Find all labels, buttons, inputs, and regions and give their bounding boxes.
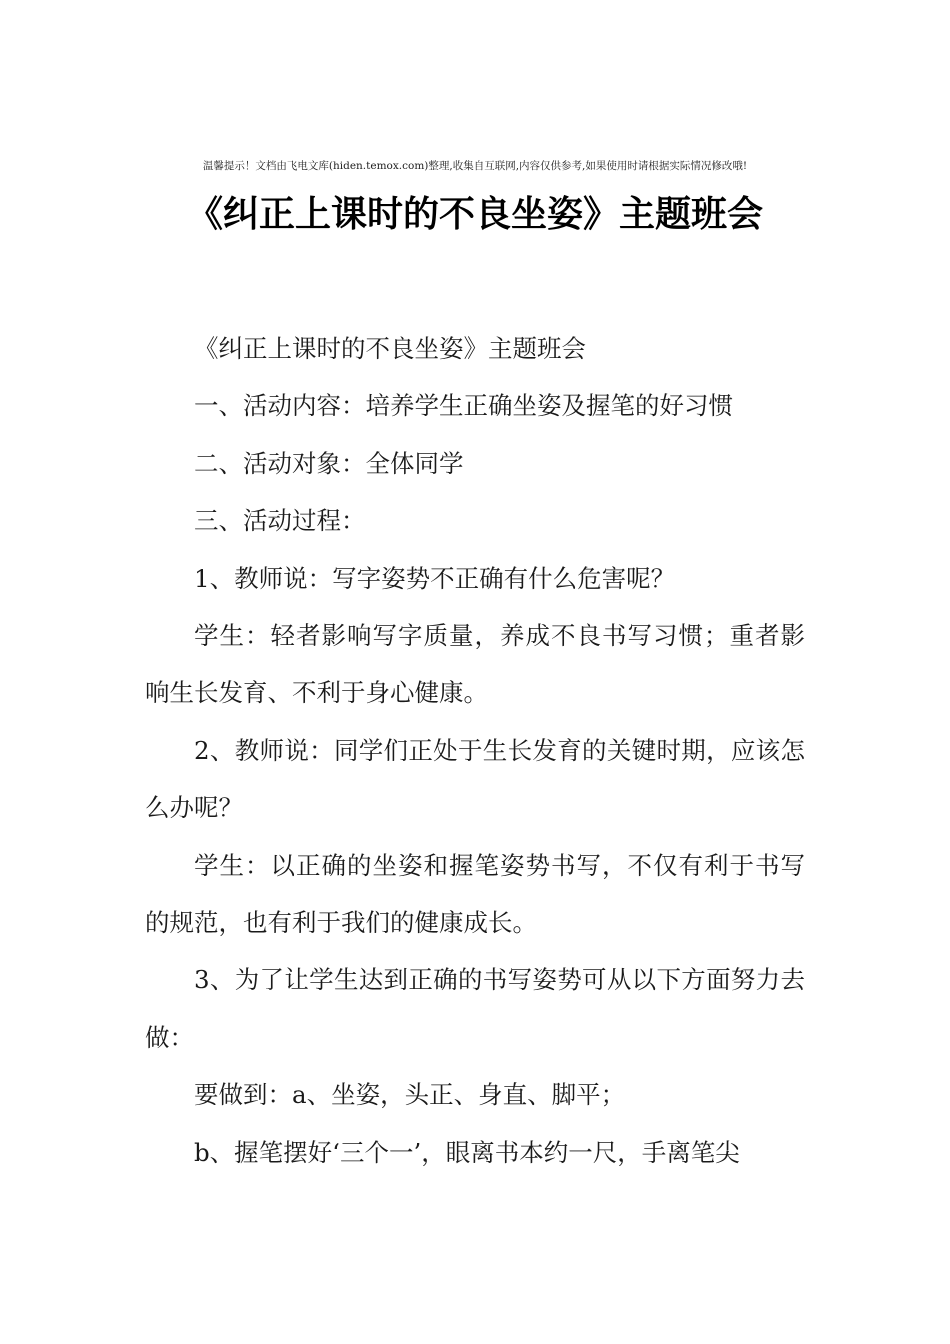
paragraph-activity-content: 一、活动内容：培养学生正确坐姿及握笔的好习惯 xyxy=(194,391,733,421)
download-notice: 温馨提示！文档由飞电文库(hiden.temox.com)整理,收集自互联网,内容仅供参考,如果使用时请根据实际情况修改哦! xyxy=(202,160,748,172)
paragraph-teacher-question-1: 1、教师说：写字姿势不正确有什么危害呢？ xyxy=(194,563,676,593)
paragraph-step-3: 3、为了让学生达到正确的书写姿势可从以下方面努力去做： xyxy=(145,965,805,1052)
document-title: 《纠正上课时的不良坐姿》主题班会 xyxy=(186,194,763,235)
paragraph-subtitle: 《纠正上课时的不良坐姿》主题班会 xyxy=(194,334,586,363)
paragraph-requirement-a: 要做到：a、坐姿，头正、身直、脚平； xyxy=(194,1080,626,1110)
paragraph-student-answer-2: 学生：以正确的坐姿和握笔姿势书写，不仅有利于书写的规范，也有利于我们的健康成长。 xyxy=(145,850,805,938)
document-body xyxy=(145,320,805,1181)
paragraph-teacher-question-2: 2、教师说：同学们正处于生长发育的关键时期，应该怎么办呢？ xyxy=(145,735,805,823)
paragraph-requirement-b: b、握笔摆好‘三个一’，眼离书本约一尺，手离笔尖 xyxy=(194,1137,740,1167)
paragraph-student-answer-1: 学生：轻者影响写字质量，养成不良书写习惯；重者影响生长发育、不利于身心健康。 xyxy=(145,621,805,708)
paragraph-activity-target: 二、活动对象：全体同学 xyxy=(194,448,464,478)
paragraph-activity-process: 三、活动过程： xyxy=(194,506,366,536)
